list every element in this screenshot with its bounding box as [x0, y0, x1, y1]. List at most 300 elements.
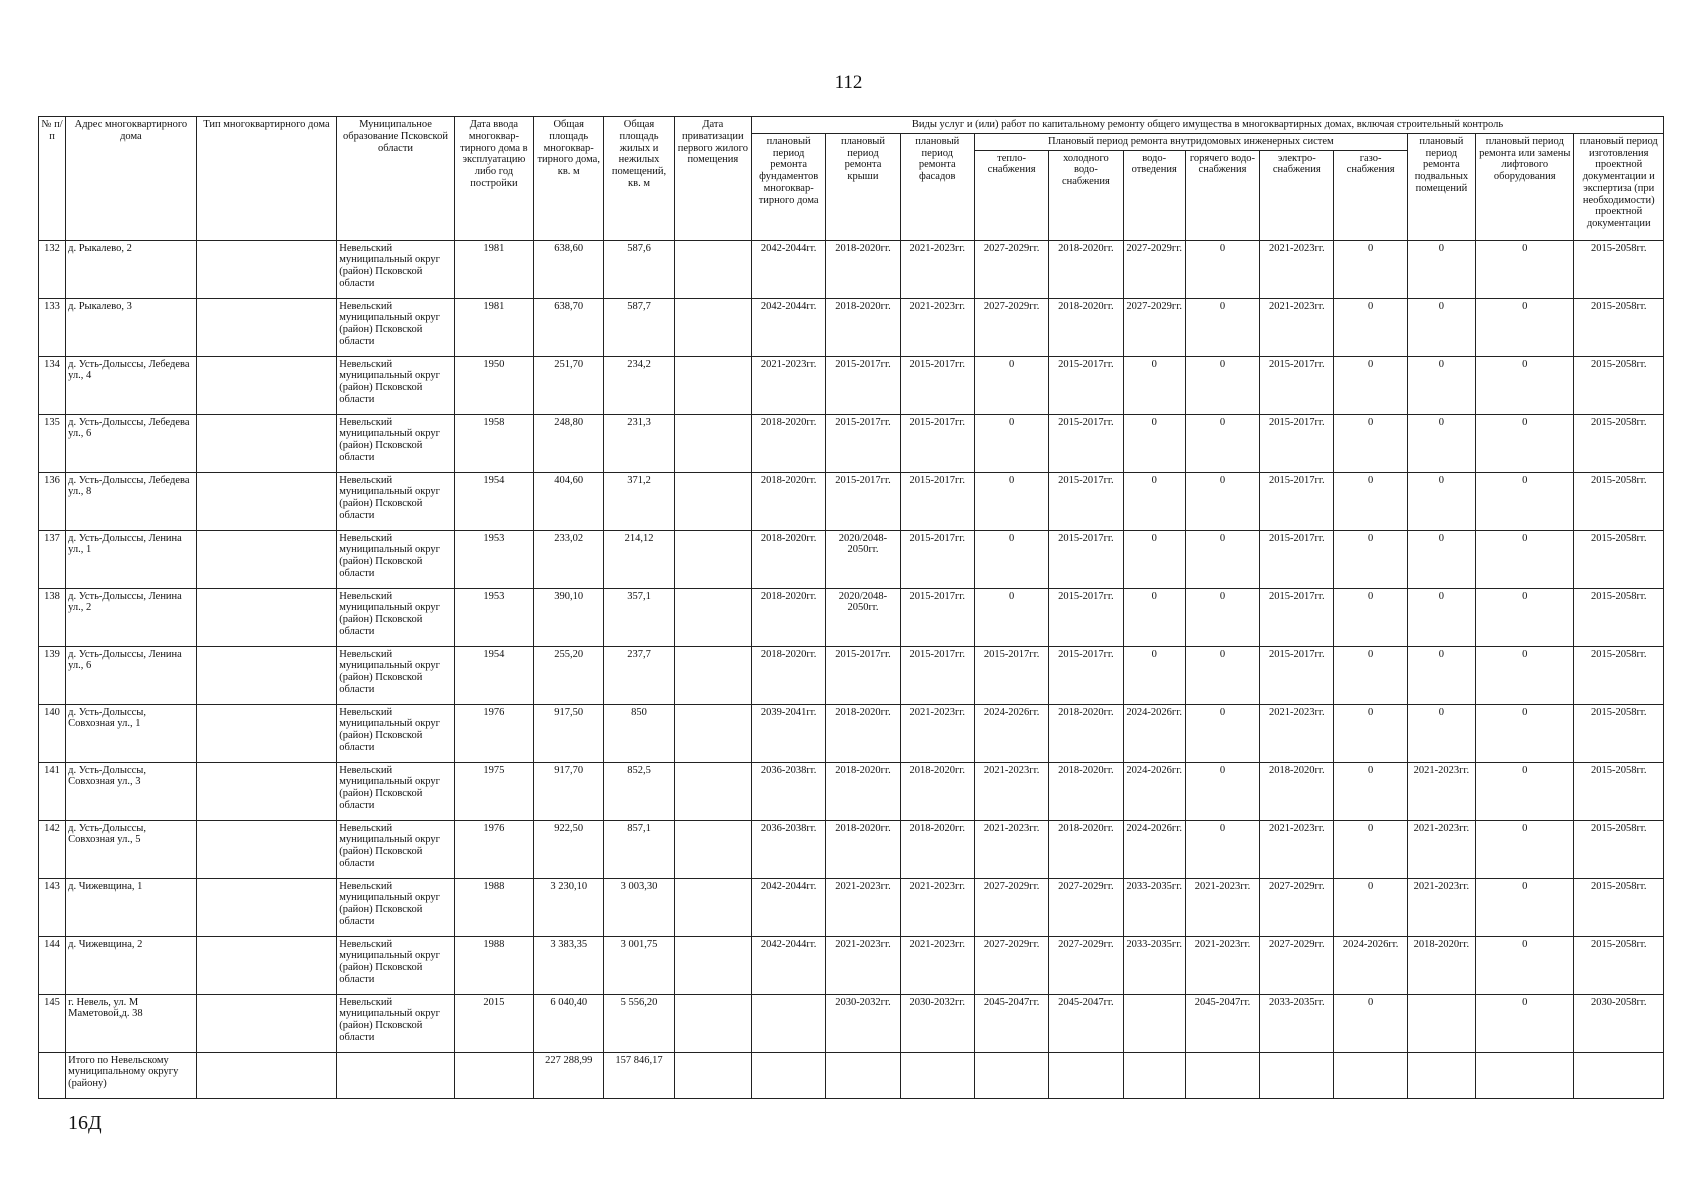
electric-period-cell: 2027-2029гг.: [1260, 936, 1334, 994]
drainage-period-cell: 2024-2026гг.: [1123, 762, 1185, 820]
design-docs-period-cell: 2015-2058гг.: [1574, 588, 1664, 646]
table-row: [39, 472, 1664, 530]
commission-year-cell: 1954: [454, 646, 533, 704]
municipality-cell: Невельский муниципальный округ (район) Псковской области: [337, 588, 455, 646]
header-date-commission: Дата ввода многоквар-тирного дома в эксплуатацию либо год постройки: [454, 117, 533, 241]
roof-period-cell: 2015-2017гг.: [826, 356, 900, 414]
table-row: [39, 762, 1664, 820]
electric-period-cell: 2027-2029гг.: [1260, 878, 1334, 936]
drainage-period-cell: [1123, 994, 1185, 1052]
house-type-cell: [196, 356, 337, 414]
electric-period-cell: 2015-2017гг.: [1260, 356, 1334, 414]
electric-period-cell: 2018-2020гг.: [1260, 762, 1334, 820]
hot-water-period-cell: 0: [1185, 356, 1259, 414]
document-code: 16Д: [68, 1112, 102, 1134]
design-docs-period-cell: 2015-2058гг.: [1574, 414, 1664, 472]
design-docs-period-cell: 2015-2058гг.: [1574, 298, 1664, 356]
hot-water-period-cell: 0: [1185, 298, 1259, 356]
facade-period-cell: 2018-2020гг.: [900, 762, 974, 820]
house-type-cell: [196, 878, 337, 936]
electric-period-cell: 2021-2023гг.: [1260, 298, 1334, 356]
drainage-period-cell: 2027-2029гг.: [1123, 298, 1185, 356]
privatization-date-cell: [674, 878, 751, 936]
address-cell: д. Усть-Долыссы, Совхозная ул., 3: [66, 762, 197, 820]
total-living-area-sum: 157 846,17: [604, 1052, 674, 1098]
hot-water-period-cell: 0: [1185, 820, 1259, 878]
house-type-cell: [196, 588, 337, 646]
total-empty-cell: [974, 1052, 1048, 1098]
header-design: плановый период изготовления проектной документации и экспертиза (при необходимости) проектной документации: [1574, 133, 1664, 240]
row-number-cell: 132: [39, 240, 66, 298]
row-number-cell: 140: [39, 704, 66, 762]
capital-repair-table: [38, 116, 1664, 1099]
header-address: Адрес многоквартирного дома: [66, 117, 197, 241]
address-cell: д. Усть-Долыссы, Ленина ул., 6: [66, 646, 197, 704]
address-cell: д. Рыкалево, 3: [66, 298, 197, 356]
foundation-period-cell: 2042-2044гг.: [752, 240, 826, 298]
total-area-cell: 3 230,10: [534, 878, 604, 936]
house-type-cell: [196, 530, 337, 588]
municipality-cell: Невельский муниципальный округ (район) Псковской области: [337, 356, 455, 414]
gas-period-cell: 0: [1334, 646, 1407, 704]
gas-period-cell: 0: [1334, 820, 1407, 878]
design-docs-period-cell: 2015-2058гг.: [1574, 878, 1664, 936]
total-empty-cell: [454, 1052, 533, 1098]
heat-supply-period-cell: 2027-2029гг.: [974, 240, 1048, 298]
hot-water-period-cell: 2021-2023гг.: [1185, 936, 1259, 994]
drainage-period-cell: 2024-2026гг.: [1123, 820, 1185, 878]
privatization-date-cell: [674, 588, 751, 646]
table-header: [39, 117, 1664, 241]
elevator-period-cell: 0: [1476, 994, 1574, 1052]
total-area-cell: 917,50: [534, 704, 604, 762]
total-area-sum: 227 288,99: [534, 1052, 604, 1098]
living-area-cell: 214,12: [604, 530, 674, 588]
table-row: [39, 414, 1664, 472]
total-empty-cell: [1407, 1052, 1475, 1098]
address-cell: г. Невель, ул. М Маметовой,д. 38: [66, 994, 197, 1052]
house-type-cell: [196, 820, 337, 878]
row-number-cell: 145: [39, 994, 66, 1052]
facade-period-cell: 2021-2023гг.: [900, 878, 974, 936]
roof-period-cell: 2015-2017гг.: [826, 414, 900, 472]
total-empty-cell: [1123, 1052, 1185, 1098]
foundation-period-cell: 2018-2020гг.: [752, 472, 826, 530]
house-type-cell: [196, 298, 337, 356]
hot-water-period-cell: 2021-2023гг.: [1185, 878, 1259, 936]
total-row: [39, 1052, 1664, 1098]
privatization-date-cell: [674, 414, 751, 472]
cold-water-period-cell: 2015-2017гг.: [1049, 356, 1123, 414]
gas-period-cell: 0: [1334, 704, 1407, 762]
living-area-cell: 231,3: [604, 414, 674, 472]
gas-period-cell: 0: [1334, 878, 1407, 936]
heat-supply-period-cell: 0: [974, 588, 1048, 646]
hot-water-period-cell: 0: [1185, 646, 1259, 704]
drainage-period-cell: 2024-2026гг.: [1123, 704, 1185, 762]
facade-period-cell: 2021-2023гг.: [900, 298, 974, 356]
address-cell: д. Усть-Долыссы, Ленина ул., 1: [66, 530, 197, 588]
living-area-cell: 357,1: [604, 588, 674, 646]
heat-supply-period-cell: 2015-2017гг.: [974, 646, 1048, 704]
house-type-cell: [196, 936, 337, 994]
privatization-date-cell: [674, 936, 751, 994]
facade-period-cell: 2015-2017гг.: [900, 588, 974, 646]
cold-water-period-cell: 2018-2020гг.: [1049, 704, 1123, 762]
municipality-cell: Невельский муниципальный округ (район) Псковской области: [337, 646, 455, 704]
hot-water-period-cell: 2045-2047гг.: [1185, 994, 1259, 1052]
total-empty-cell: [1334, 1052, 1407, 1098]
privatization-date-cell: [674, 704, 751, 762]
header-municipality: Муниципальное образование Псковской области: [337, 117, 455, 241]
privatization-date-cell: [674, 762, 751, 820]
basement-period-cell: 0: [1407, 472, 1475, 530]
commission-year-cell: 1954: [454, 472, 533, 530]
elevator-period-cell: 0: [1476, 588, 1574, 646]
row-number-cell: 134: [39, 356, 66, 414]
header-cold-water: холодного водо-снабжения: [1049, 150, 1123, 240]
basement-period-cell: 2021-2023гг.: [1407, 762, 1475, 820]
cold-water-period-cell: 2027-2029гг.: [1049, 936, 1123, 994]
basement-period-cell: 0: [1407, 704, 1475, 762]
address-cell: д. Усть-Долыссы, Ленина ул., 2: [66, 588, 197, 646]
house-type-cell: [196, 994, 337, 1052]
heat-supply-period-cell: 2021-2023гг.: [974, 820, 1048, 878]
privatization-date-cell: [674, 240, 751, 298]
municipality-cell: Невельский муниципальный округ (район) Псковской области: [337, 762, 455, 820]
roof-period-cell: 2020/2048-2050гг.: [826, 530, 900, 588]
basement-period-cell: 2021-2023гг.: [1407, 820, 1475, 878]
design-docs-period-cell: 2015-2058гг.: [1574, 936, 1664, 994]
facade-period-cell: 2021-2023гг.: [900, 936, 974, 994]
municipality-cell: Невельский муниципальный округ (район) Псковской области: [337, 298, 455, 356]
commission-year-cell: 1975: [454, 762, 533, 820]
row-number-cell: 133: [39, 298, 66, 356]
municipality-cell: Невельский муниципальный округ (район) Псковской области: [337, 820, 455, 878]
cold-water-period-cell: 2015-2017гг.: [1049, 530, 1123, 588]
header-elevator: плановый период ремонта или замены лифтового оборудования: [1476, 133, 1574, 240]
facade-period-cell: 2015-2017гг.: [900, 472, 974, 530]
electric-period-cell: 2015-2017гг.: [1260, 646, 1334, 704]
header-hot-water: горячего водо-снабжения: [1185, 150, 1259, 240]
header-basement: плановый период ремонта подвальных помещений: [1407, 133, 1475, 240]
total-area-cell: 404,60: [534, 472, 604, 530]
total-area-cell: 390,10: [534, 588, 604, 646]
row-number-cell: 136: [39, 472, 66, 530]
page-number: 112: [834, 72, 863, 93]
basement-period-cell: 0: [1407, 356, 1475, 414]
foundation-period-cell: 2036-2038гг.: [752, 762, 826, 820]
roof-period-cell: 2015-2017гг.: [826, 646, 900, 704]
electric-period-cell: 2033-2035гг.: [1260, 994, 1334, 1052]
address-cell: д. Усть-Долыссы, Лебедева ул., 4: [66, 356, 197, 414]
total-empty-cell: [1574, 1052, 1664, 1098]
heat-supply-period-cell: 0: [974, 530, 1048, 588]
cold-water-period-cell: 2015-2017гг.: [1049, 472, 1123, 530]
cold-water-period-cell: 2045-2047гг.: [1049, 994, 1123, 1052]
privatization-date-cell: [674, 298, 751, 356]
commission-year-cell: 1976: [454, 704, 533, 762]
heat-supply-period-cell: 2045-2047гг.: [974, 994, 1048, 1052]
elevator-period-cell: 0: [1476, 472, 1574, 530]
basement-period-cell: 0: [1407, 298, 1475, 356]
roof-period-cell: 2015-2017гг.: [826, 472, 900, 530]
cold-water-period-cell: 2018-2020гг.: [1049, 762, 1123, 820]
roof-period-cell: 2018-2020гг.: [826, 762, 900, 820]
foundation-period-cell: 2042-2044гг.: [752, 936, 826, 994]
commission-year-cell: 1950: [454, 356, 533, 414]
privatization-date-cell: [674, 994, 751, 1052]
living-area-cell: 5 556,20: [604, 994, 674, 1052]
total-empty-cell: [1476, 1052, 1574, 1098]
address-cell: д. Усть-Долыссы, Совхозная ул., 5: [66, 820, 197, 878]
total-empty-cell: [1185, 1052, 1259, 1098]
basement-period-cell: 0: [1407, 414, 1475, 472]
elevator-period-cell: 0: [1476, 530, 1574, 588]
total-area-cell: 638,70: [534, 298, 604, 356]
roof-period-cell: 2021-2023гг.: [826, 936, 900, 994]
header-drainage: водо-отведения: [1123, 150, 1185, 240]
facade-period-cell: 2030-2032гг.: [900, 994, 974, 1052]
foundation-period-cell: 2042-2044гг.: [752, 878, 826, 936]
table-row: [39, 298, 1664, 356]
hot-water-period-cell: 0: [1185, 530, 1259, 588]
elevator-period-cell: 0: [1476, 936, 1574, 994]
roof-period-cell: 2018-2020гг.: [826, 240, 900, 298]
row-number-cell: 141: [39, 762, 66, 820]
total-empty-cell: [674, 1052, 751, 1098]
table-row: [39, 646, 1664, 704]
drainage-period-cell: 0: [1123, 646, 1185, 704]
design-docs-period-cell: 2015-2058гг.: [1574, 356, 1664, 414]
header-roof: плановый период ремонта крыши: [826, 133, 900, 240]
living-area-cell: 3 003,30: [604, 878, 674, 936]
living-area-cell: 857,1: [604, 820, 674, 878]
total-area-cell: 255,20: [534, 646, 604, 704]
privatization-date-cell: [674, 820, 751, 878]
header-electric: электро-снабжения: [1260, 150, 1334, 240]
house-type-cell: [196, 704, 337, 762]
address-cell: д. Усть-Долыссы, Совхозная ул., 1: [66, 704, 197, 762]
basement-period-cell: 2018-2020гг.: [1407, 936, 1475, 994]
drainage-period-cell: 2033-2035гг.: [1123, 878, 1185, 936]
row-number-cell: 138: [39, 588, 66, 646]
electric-period-cell: 2015-2017гг.: [1260, 472, 1334, 530]
privatization-date-cell: [674, 356, 751, 414]
commission-year-cell: 1981: [454, 298, 533, 356]
table-row: [39, 530, 1664, 588]
row-number-cell: 137: [39, 530, 66, 588]
commission-year-cell: 2015: [454, 994, 533, 1052]
drainage-period-cell: 2027-2029гг.: [1123, 240, 1185, 298]
table-row: [39, 356, 1664, 414]
address-cell: д. Чижевщина, 2: [66, 936, 197, 994]
header-services-group: Виды услуг и (или) работ по капитальному ремонту общего имущества в многоквартирных домах, включая строительный контроль: [752, 117, 1664, 134]
total-empty-cell: [752, 1052, 826, 1098]
header-engineering-group: Плановый период ремонта внутридомовых инженерных систем: [974, 133, 1407, 150]
living-area-cell: 852,5: [604, 762, 674, 820]
table-row: [39, 704, 1664, 762]
living-area-cell: 850: [604, 704, 674, 762]
elevator-period-cell: 0: [1476, 298, 1574, 356]
hot-water-period-cell: 0: [1185, 704, 1259, 762]
elevator-period-cell: 0: [1476, 704, 1574, 762]
table-row: [39, 936, 1664, 994]
municipality-cell: Невельский муниципальный округ (район) Псковской области: [337, 994, 455, 1052]
facade-period-cell: 2021-2023гг.: [900, 240, 974, 298]
commission-year-cell: 1958: [454, 414, 533, 472]
table-row: [39, 820, 1664, 878]
total-empty-cell: [337, 1052, 455, 1098]
heat-supply-period-cell: 2027-2029гг.: [974, 936, 1048, 994]
roof-period-cell: 2021-2023гг.: [826, 878, 900, 936]
total-area-cell: 6 040,40: [534, 994, 604, 1052]
cold-water-period-cell: 2027-2029гг.: [1049, 878, 1123, 936]
privatization-date-cell: [674, 472, 751, 530]
table-row: [39, 878, 1664, 936]
cold-water-period-cell: 2015-2017гг.: [1049, 414, 1123, 472]
heat-supply-period-cell: 2027-2029гг.: [974, 298, 1048, 356]
house-type-cell: [196, 762, 337, 820]
electric-period-cell: 2015-2017гг.: [1260, 530, 1334, 588]
facade-period-cell: 2021-2023гг.: [900, 704, 974, 762]
drainage-period-cell: 0: [1123, 530, 1185, 588]
total-num-cell: [39, 1052, 66, 1098]
total-area-cell: 3 383,35: [534, 936, 604, 994]
municipality-cell: Невельский муниципальный округ (район) Псковской области: [337, 704, 455, 762]
roof-period-cell: 2020/2048-2050гг.: [826, 588, 900, 646]
total-empty-cell: [1260, 1052, 1334, 1098]
design-docs-period-cell: 2015-2058гг.: [1574, 820, 1664, 878]
total-empty-cell: [1049, 1052, 1123, 1098]
elevator-period-cell: 0: [1476, 762, 1574, 820]
row-number-cell: 144: [39, 936, 66, 994]
row-number-cell: 135: [39, 414, 66, 472]
total-area-cell: 233,02: [534, 530, 604, 588]
foundation-period-cell: 2039-2041гг.: [752, 704, 826, 762]
row-number-cell: 139: [39, 646, 66, 704]
commission-year-cell: 1953: [454, 530, 533, 588]
gas-period-cell: 0: [1334, 762, 1407, 820]
basement-period-cell: 0: [1407, 530, 1475, 588]
basement-period-cell: [1407, 994, 1475, 1052]
hot-water-period-cell: 0: [1185, 588, 1259, 646]
hot-water-period-cell: 0: [1185, 472, 1259, 530]
header-privatization-date: Дата приватизации первого жилого помещения: [674, 117, 751, 241]
header-heat: тепло-снабжения: [974, 150, 1048, 240]
foundation-period-cell: 2018-2020гг.: [752, 530, 826, 588]
hot-water-period-cell: 0: [1185, 762, 1259, 820]
heat-supply-period-cell: 0: [974, 356, 1048, 414]
header-gas: газо-снабжения: [1334, 150, 1407, 240]
total-empty-cell: [900, 1052, 974, 1098]
drainage-period-cell: 0: [1123, 472, 1185, 530]
total-empty-cell: [826, 1052, 900, 1098]
living-area-cell: 371,2: [604, 472, 674, 530]
house-type-cell: [196, 472, 337, 530]
living-area-cell: 3 001,75: [604, 936, 674, 994]
foundation-period-cell: 2021-2023гг.: [752, 356, 826, 414]
facade-period-cell: 2015-2017гг.: [900, 530, 974, 588]
drainage-period-cell: 0: [1123, 414, 1185, 472]
roof-period-cell: 2018-2020гг.: [826, 704, 900, 762]
total-area-cell: 251,70: [534, 356, 604, 414]
table-body: [39, 240, 1664, 1098]
gas-period-cell: 0: [1334, 994, 1407, 1052]
foundation-period-cell: 2036-2038гг.: [752, 820, 826, 878]
house-type-cell: [196, 646, 337, 704]
foundation-period-cell: 2042-2044гг.: [752, 298, 826, 356]
foundation-period-cell: 2018-2020гг.: [752, 588, 826, 646]
facade-period-cell: 2015-2017гг.: [900, 646, 974, 704]
hot-water-period-cell: 0: [1185, 414, 1259, 472]
header-num: № п/п: [39, 117, 66, 241]
privatization-date-cell: [674, 646, 751, 704]
header-living-area: Общая площадь жилых и нежилых помещений, кв. м: [604, 117, 674, 241]
municipality-cell: Невельский муниципальный округ (район) Псковской области: [337, 530, 455, 588]
basement-period-cell: 0: [1407, 646, 1475, 704]
gas-period-cell: 0: [1334, 472, 1407, 530]
foundation-period-cell: [752, 994, 826, 1052]
house-type-cell: [196, 240, 337, 298]
living-area-cell: 587,7: [604, 298, 674, 356]
privatization-date-cell: [674, 530, 751, 588]
row-number-cell: 143: [39, 878, 66, 936]
municipality-cell: Невельский муниципальный округ (район) Псковской области: [337, 936, 455, 994]
house-type-cell: [196, 414, 337, 472]
electric-period-cell: 2021-2023гг.: [1260, 240, 1334, 298]
address-cell: д. Усть-Долыссы, Лебедева ул., 8: [66, 472, 197, 530]
commission-year-cell: 1981: [454, 240, 533, 298]
drainage-period-cell: 2033-2035гг.: [1123, 936, 1185, 994]
elevator-period-cell: 0: [1476, 356, 1574, 414]
cold-water-period-cell: 2015-2017гг.: [1049, 588, 1123, 646]
municipality-cell: Невельский муниципальный округ (район) Псковской области: [337, 240, 455, 298]
basement-period-cell: 2021-2023гг.: [1407, 878, 1475, 936]
foundation-period-cell: 2018-2020гг.: [752, 414, 826, 472]
facade-period-cell: 2015-2017гг.: [900, 356, 974, 414]
header-total-area: Общая площадь многоквар-тирного дома, кв. м: [534, 117, 604, 241]
design-docs-period-cell: 2015-2058гг.: [1574, 530, 1664, 588]
municipality-cell: Невельский муниципальный округ (район) Псковской области: [337, 878, 455, 936]
drainage-period-cell: 0: [1123, 588, 1185, 646]
electric-period-cell: 2015-2017гг.: [1260, 588, 1334, 646]
table-row: [39, 994, 1664, 1052]
elevator-period-cell: 0: [1476, 240, 1574, 298]
roof-period-cell: 2018-2020гг.: [826, 820, 900, 878]
basement-period-cell: 0: [1407, 588, 1475, 646]
header-foundation: плановый период ремонта фундаментов многоквар-тирного дома: [752, 133, 826, 240]
elevator-period-cell: 0: [1476, 878, 1574, 936]
heat-supply-period-cell: 2027-2029гг.: [974, 878, 1048, 936]
electric-period-cell: 2021-2023гг.: [1260, 820, 1334, 878]
gas-period-cell: 0: [1334, 414, 1407, 472]
commission-year-cell: 1953: [454, 588, 533, 646]
commission-year-cell: 1976: [454, 820, 533, 878]
hot-water-period-cell: 0: [1185, 240, 1259, 298]
table-row: [39, 240, 1664, 298]
cold-water-period-cell: 2018-2020гг.: [1049, 298, 1123, 356]
design-docs-period-cell: 2030-2058гг.: [1574, 994, 1664, 1052]
heat-supply-period-cell: 2021-2023гг.: [974, 762, 1048, 820]
cold-water-period-cell: 2018-2020гг.: [1049, 820, 1123, 878]
total-area-cell: 922,50: [534, 820, 604, 878]
header-type: Тип многоквартирного дома: [196, 117, 337, 241]
roof-period-cell: 2018-2020гг.: [826, 298, 900, 356]
gas-period-cell: 0: [1334, 530, 1407, 588]
drainage-period-cell: 0: [1123, 356, 1185, 414]
living-area-cell: 237,7: [604, 646, 674, 704]
